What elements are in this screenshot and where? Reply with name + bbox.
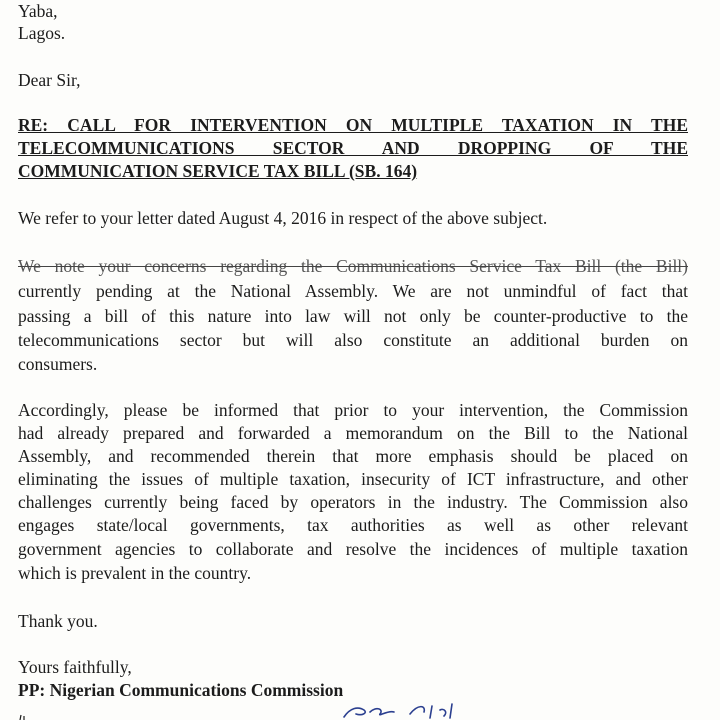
subject-line-3: COMMUNICATION SERVICE TAX BILL (SB. 164) [18, 161, 418, 181]
paragraph-3-line-1: Accordingly, please be informed that prior to your intervention, the Commission [18, 400, 688, 420]
address-line-2: Lagos. [18, 23, 66, 43]
paragraph-2-line-4: telecommunications sector but will also constitute an additional burden on [18, 330, 688, 350]
subject-line-1: RE: CALL FOR INTERVENTION ON MULTIPLE TAXATION IN THE [18, 115, 688, 135]
paragraph-3-line-4: eliminating the issues of multiple taxation, insecurity of ICT infrastructure, and other [18, 469, 688, 489]
paragraph-3-line-7: government agencies to collaborate and resolve the incidences of multiple taxation [18, 539, 688, 559]
paragraph-2-line-2: currently pending at the National Assembly. We are not unmindful of fact that [18, 281, 688, 301]
thank-you: Thank you. [18, 611, 98, 631]
salutation: Dear Sir, [18, 70, 81, 90]
cropped-mark-icon [18, 712, 28, 720]
signatory: PP: Nigerian Communications Commission [18, 680, 344, 700]
paragraph-2-line-1 [18, 255, 688, 277]
handwritten-signature [340, 700, 470, 720]
address-line-1: Yaba, [18, 1, 58, 21]
subject-line-2: TELECOMMUNICATIONS SECTOR AND DROPPING OF THE [18, 138, 688, 158]
paragraph-3-line-5: challenges currently being faced by operators in the industry. The Commission also [18, 492, 688, 512]
struck-text: We note your concerns regarding the Communications Service Tax Bill (the Bill) [18, 256, 688, 276]
paragraph-3-line-6: engages state/local governments, tax authorities as well as other relevant [18, 515, 688, 535]
paragraph-3-line-3: Assembly, and recommended therein that more emphasis should be placed on [18, 446, 688, 466]
paragraph-2-line-3: passing a bill of this nature into law will not only be counter-productive to the [18, 306, 688, 326]
closing: Yours faithfully, [18, 657, 132, 677]
paragraph-2-line-5: consumers. [18, 354, 98, 374]
paragraph-1: We refer to your letter dated August 4, 2016 in respect of the above subject. [18, 208, 548, 228]
paragraph-3-line-2: had already prepared and forwarded a memorandum on the Bill to the National [18, 423, 688, 443]
paragraph-3-line-8: which is prevalent in the country. [18, 563, 252, 583]
